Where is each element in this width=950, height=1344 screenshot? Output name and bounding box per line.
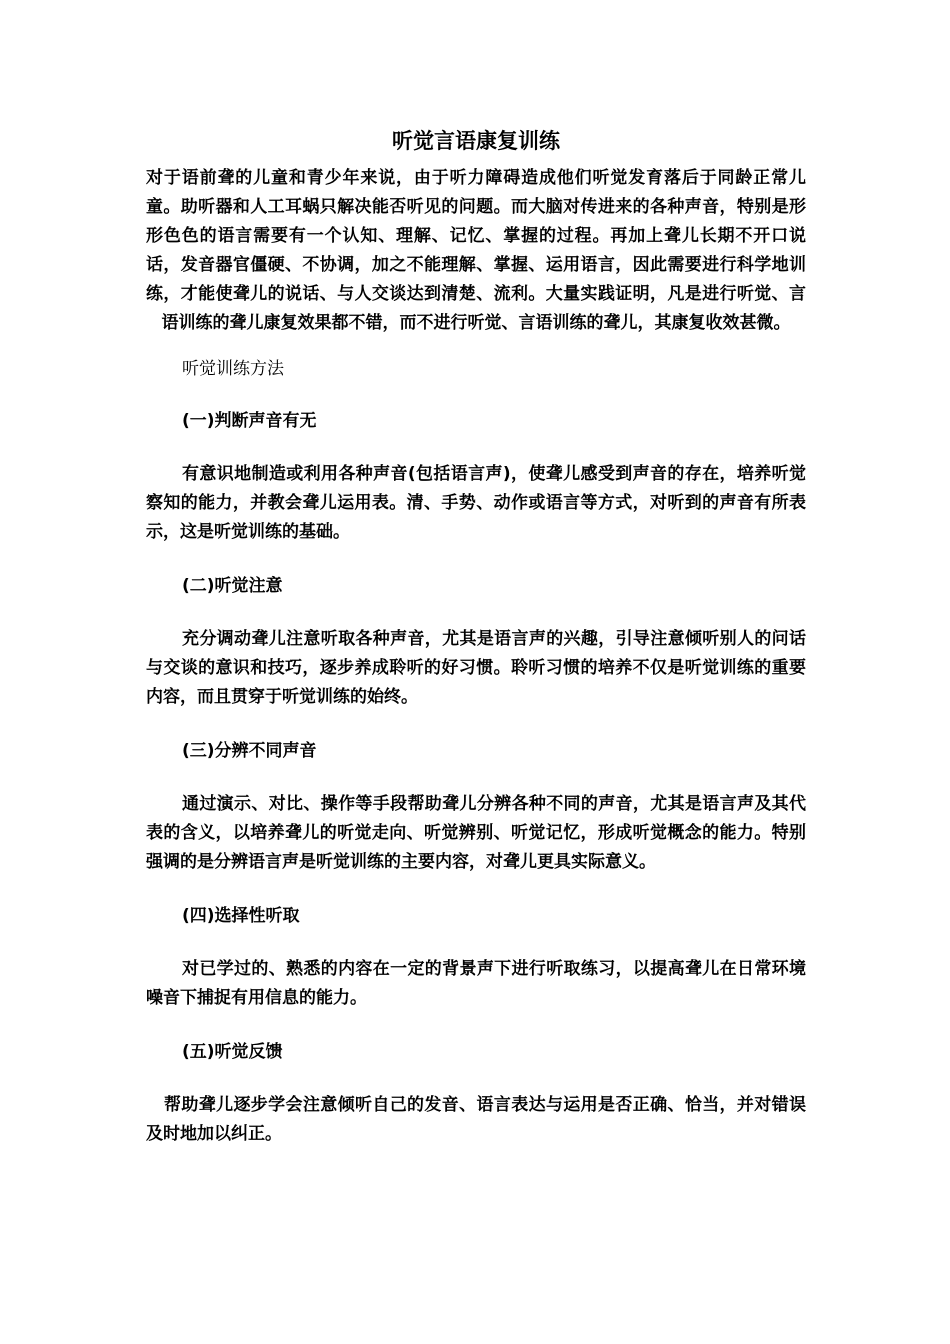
section-heading-4: (四)选择性听取 [182,906,300,926]
section-body-3: 通过演示、对比、操作等手段帮助聋儿分辨各种不同的声音，尤其是语言声及其代表的含义，以培养聋儿的听觉走向、听觉辨别、听觉记忆，形成听觉概念的能力。特别强调的是分辨语言声是听觉训练的主要内容，对聋儿更具实际意义。 [146,794,806,872]
section-heading-1: (一)判断声音有无 [182,411,317,431]
section-heading-3: (三)分辨不同声音 [182,741,317,761]
section-heading-2: (二)听觉注意 [182,576,283,596]
intro-paragraph: 对于语前聋的儿童和青少年来说，由于听力障碍造成他们听觉发育落后于同龄正常儿童。助听器和人工耳蜗只解决能否听见的问题。而大脑对传进来的各种声音，特别是形形色色的语言需要有一个认知、理解、记忆、掌握的过程。再加上聋儿长期不开口说话，发音器官僵硬、不协调，加之不能理解、掌握、运用语言，因此需要进行科学地训练，才能使聋儿的说话、与人交谈达到清楚、流利。大量实践证明，凡是进行听觉、言语训练的聋儿康复效果都不错，而不进行听觉、言语训练的聋儿，其康复收效甚微。 [146,168,806,333]
section-body-1: 有意识地制造或利用各种声音(包括语言声)，使聋儿感受到声音的存在，培养听觉察知的能力，并教会聋儿运用表。清、手势、动作或语言等方式，对听到的声音有所表示，这是听觉训练的基础。 [146,464,806,542]
document-page [146,126,806,1149]
section-label: 听觉训练方法 [182,359,284,379]
section-body-5: 帮助聋儿逐步学会注意倾听自己的发音、语言表达与运用是否正确、恰当，并对错误及时地加以纠正。 [146,1095,806,1144]
section-body-4: 对已学过的、熟悉的内容在一定的背景声下进行听取练习，以提高聋儿在日常环境噪音下捕捉有用信息的能力。 [146,959,806,1008]
document-title: 听觉言语康复训练 [392,129,560,153]
section-body-2: 充分调动聋儿注意听取各种声音，尤其是语言声的兴趣，引导注意倾听别人的问话与交谈的意识和技巧，逐步养成聆听的好习惯。聆听习惯的培养不仅是听觉训练的重要内容，而且贯穿于听觉训练的始终。 [146,629,806,707]
section-heading-5: (五)听觉反馈 [182,1042,283,1062]
